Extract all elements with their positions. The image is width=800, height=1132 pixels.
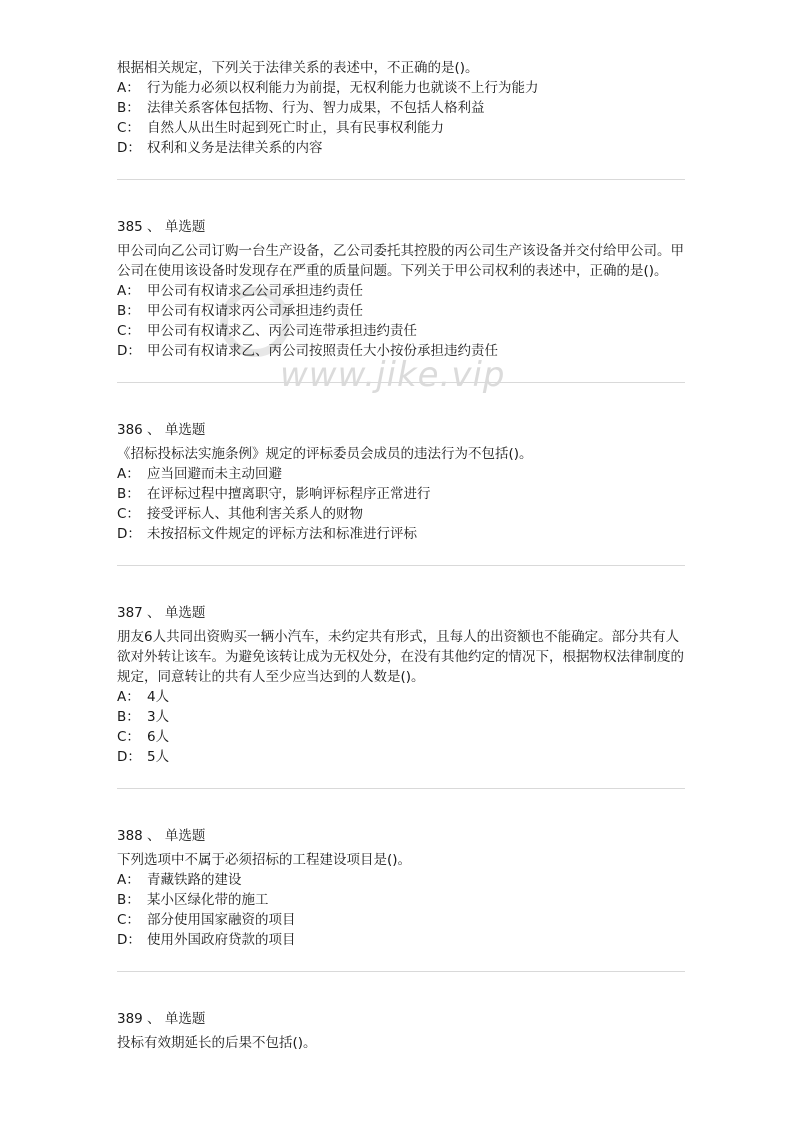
option-c: C： 接受评标人、其他利害关系人的财物	[117, 506, 363, 522]
option-c: C： 6人	[117, 729, 170, 745]
divider	[117, 971, 685, 972]
option-a: A： 青藏铁路的建设	[117, 872, 242, 888]
question-stem: 下列选项中不属于必须招标的工程建设项目是()。	[117, 852, 412, 868]
question-header: 387 、 单选题	[117, 605, 206, 621]
option-b: B： 某小区绿化带的施工	[117, 892, 269, 908]
option-a: A： 甲公司有权请求乙公司承担违约责任	[117, 283, 363, 299]
question-stem: 朋友6人共同出资购买一辆小汽车，未约定共有形式，且每人的出资额也不能确定。部分共有人欲对外转让该车。为避免该转让成为无权处分，在没有其他约定的情况下，根据物权法律制度的规定，同意转让的共有人至少应当达到的人数是()。	[117, 629, 684, 685]
option-d: D： 未按招标文件规定的评标方法和标准进行评标	[117, 526, 417, 542]
option-c: C： 甲公司有权请求乙、丙公司连带承担违约责任	[117, 323, 417, 339]
option-d: D： 权利和义务是法律关系的内容	[117, 140, 323, 156]
question-header: 388 、 单选题	[117, 828, 206, 844]
option-d: D： 甲公司有权请求乙、丙公司按照责任大小按份承担违约责任	[117, 343, 498, 359]
question-block	[117, 603, 687, 767]
question-block	[117, 826, 687, 950]
question-header: 385 、 单选题	[117, 219, 206, 235]
question-block	[117, 420, 687, 544]
question-block	[117, 58, 687, 158]
document-page	[117, 58, 687, 1053]
watermark-text: www.jike.vip	[280, 355, 506, 395]
divider	[117, 565, 685, 566]
option-b: B： 在评标过程中擅离职守，影响评标程序正常进行	[117, 486, 431, 502]
question-stem: 甲公司向乙公司订购一台生产设备，乙公司委托其控股的丙公司生产该设备并交付给甲公司。甲公司在使用该设备时发现存在严重的质量问题。下列关于甲公司权利的表述中，正确的是()。	[117, 243, 684, 279]
divider	[117, 179, 685, 180]
option-b: B： 甲公司有权请求丙公司承担违约责任	[117, 303, 363, 319]
option-d: D： 使用外国政府贷款的项目	[117, 932, 296, 948]
question-header: 386 、 单选题	[117, 422, 206, 438]
option-c: C： 自然人从出生时起到死亡时止，具有民事权利能力	[117, 120, 444, 136]
question-block	[117, 217, 687, 361]
option-b: B： 法律关系客体包括物、行为、智力成果，不包括人格利益	[117, 100, 485, 116]
option-c: C： 部分使用国家融资的项目	[117, 912, 296, 928]
option-d: D： 5人	[117, 749, 170, 765]
question-block	[117, 1009, 687, 1053]
divider	[117, 382, 685, 383]
option-b: B： 3人	[117, 709, 170, 725]
option-a: A： 4人	[117, 689, 170, 705]
option-a: A： 应当回避而未主动回避	[117, 466, 282, 482]
question-header: 389 、 单选题	[117, 1011, 206, 1027]
question-stem: 投标有效期延长的后果不包括()。	[117, 1035, 317, 1051]
question-stem: 根据相关规定，下列关于法律关系的表述中，不正确的是()。	[117, 60, 479, 76]
divider	[117, 788, 685, 789]
question-stem: 《招标投标法实施条例》规定的评标委员会成员的违法行为不包括()。	[117, 446, 533, 462]
option-a: A： 行为能力必须以权利能力为前提，无权利能力也就谈不上行为能力	[117, 80, 539, 96]
